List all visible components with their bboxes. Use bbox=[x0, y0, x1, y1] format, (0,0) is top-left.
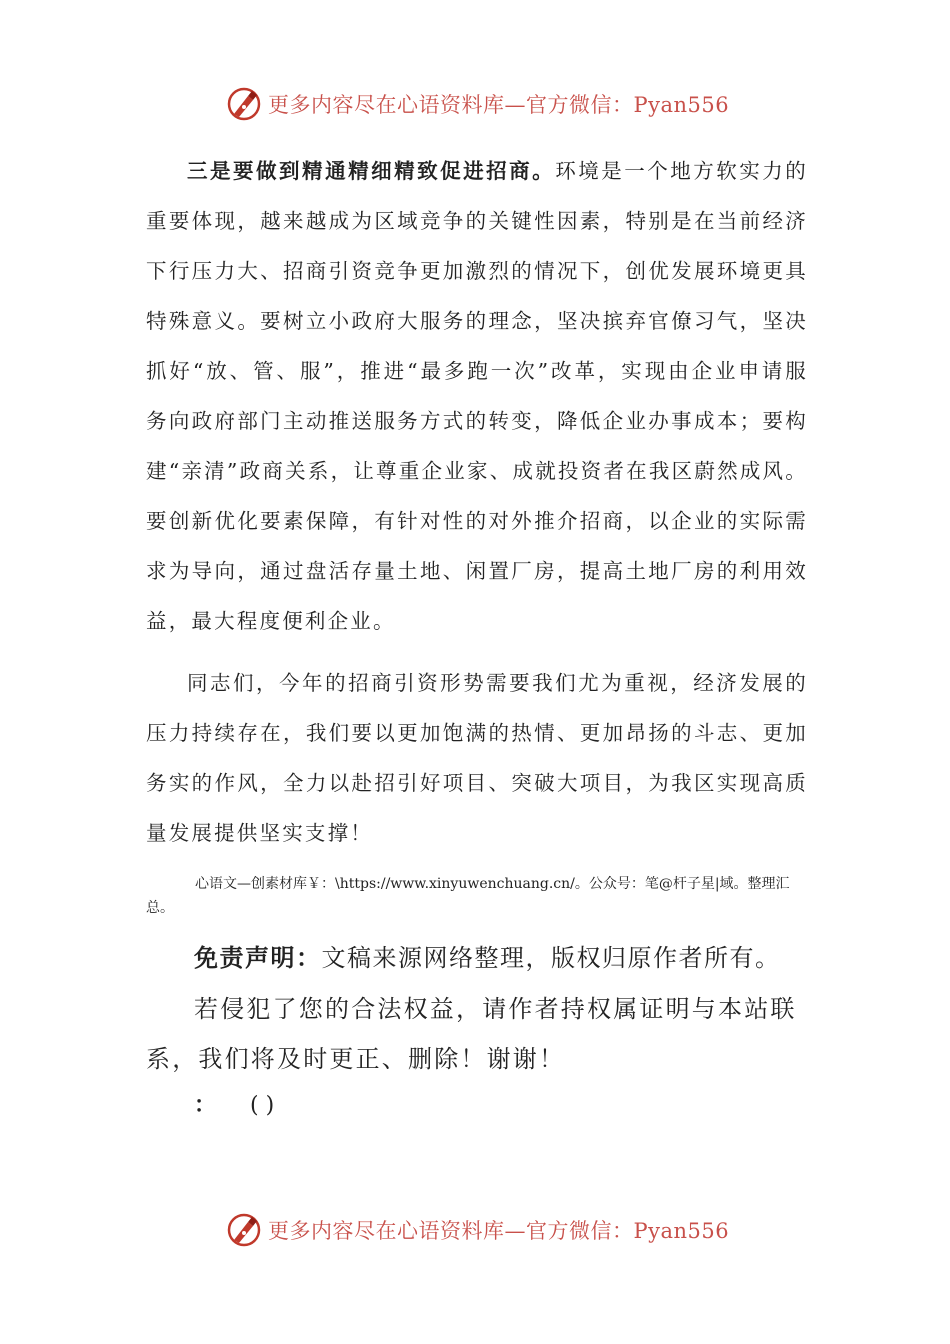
banner-text: 更多内容尽在心语资料库—官方微信：Pyan556 bbox=[268, 93, 730, 117]
parentheses: ( ) bbox=[250, 1093, 275, 1118]
source-note: 心语文—创素材库￥：\https://www.xinyuwenchuang.cn/。公众号：笔@杆子星|域。整理汇总。 bbox=[146, 876, 790, 916]
disclaimer-text-2: 若侵犯了您的合法权益，请作者持权属证明与本站联系，我们将及时更正、删除！谢谢！ bbox=[146, 995, 797, 1073]
colon-mark: ： bbox=[194, 1093, 217, 1118]
paragraph-2: 同志们，今年的招商引资形势需要我们尤为重视，经济发展的压力持续存在，我们要以更加饱满的热情、更加昂扬的斗志、更加务实的作风，全力以赴招引好项目、突破大项目，为我区实现高质量发展提供坚实支撑！ bbox=[146, 671, 808, 845]
placeholder-line bbox=[146, 1088, 808, 1119]
pen-nib-logo-icon bbox=[226, 86, 262, 122]
pen-nib-logo-icon bbox=[226, 1212, 262, 1248]
document-body bbox=[146, 146, 808, 1119]
disclaimer-label: 免责声明： bbox=[194, 944, 322, 972]
footer-banner bbox=[226, 1210, 729, 1250]
disclaimer-text: 文稿来源网络整理，版权归原作者所有。 bbox=[321, 944, 781, 972]
disclaimer bbox=[146, 932, 808, 984]
paragraph-1 bbox=[146, 146, 808, 646]
header-banner bbox=[226, 84, 729, 124]
paragraph-1-text: 环境是一个地方软实力的重要体现，越来越成为区域竞争的关键性因素，特别是在当前经济下行压力大、招商引资竞争更加激烈的情况下，创优发展环境更具特殊意义。要树立小政府大服务的理念，坚决摈弃官僚习气，坚决抓好“放、管、服”，推进“最多跑一次”改革，实现由企业申请服务向政府部门主动推送服务方式的转变，降低企业办事成本；要构建“亲清”政商关系，让尊重企业家、成就投资者在我区蔚然成风。要创新优化要素保障，有针对性的对外推介招商，以企业的实际需求为导向，通过盘活存量土地、闲置厂房，提高土地厂房的利用效益，最大程度便利企业。 bbox=[146, 159, 808, 633]
paragraph-lead: 三是要做到精通精细精致促进招商。 bbox=[187, 159, 556, 183]
banner-text: 更多内容尽在心语资料库—官方微信：Pyan556 bbox=[268, 1219, 730, 1243]
